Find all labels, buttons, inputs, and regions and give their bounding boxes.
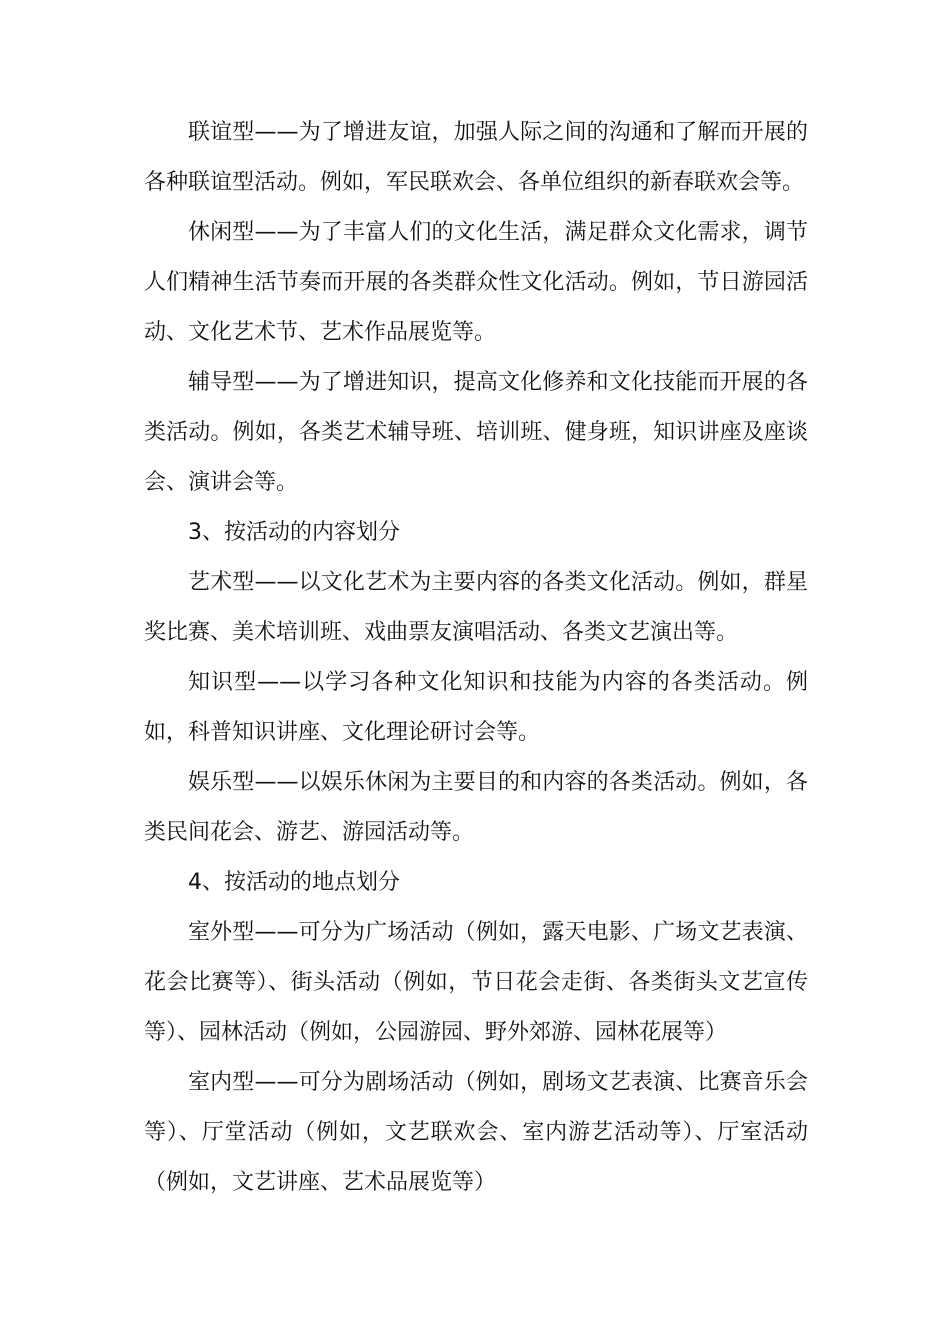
paragraph-shinei: 室内型——可分为剧场活动（例如，剧场文艺表演、比赛音乐会等）、厅堂活动（例如，文艺联欢会、室内游艺活动等）、厅室活动（例如，文艺讲座、艺术品展览等） [144, 1070, 808, 1195]
paragraph-yishu: 艺术型——以文化艺术为主要内容的各类文化活动。例如，群星奖比赛、美术培训班、戏曲票友演唱活动、各类文艺演出等。 [144, 570, 808, 645]
paragraph-zhishi: 知识型——以学习各种文化知识和技能为内容的各类活动。例如，科普知识讲座、文化理论研讨会等。 [144, 670, 808, 745]
paragraph-xiuxian: 休闲型——为了丰富人们的文化生活，满足群众文化需求，调节人们精神生活节奏而开展的各类群众性文化活动。例如，节日游园活动、文化艺术节、艺术作品展览等。 [144, 220, 808, 345]
section-heading-location: 4、按活动的地点划分 [188, 870, 400, 895]
paragraph-yule: 娱乐型——以娱乐休闲为主要目的和内容的各类活动。例如，各类民间花会、游艺、游园活动等。 [144, 770, 808, 845]
section-heading-content: 3、按活动的内容划分 [188, 520, 400, 545]
paragraph-shiwai: 室外型——可分为广场活动（例如，露天电影、广场文艺表演、花会比赛等）、街头活动（例如，节日花会走街、各类街头文艺宣传等）、园林活动（例如，公园游园、野外郊游、园林花展等） [144, 920, 808, 1045]
paragraph-lianyi: 联谊型——为了增进友谊，加强人际之间的沟通和了解而开展的各种联谊型活动。例如，军民联欢会、各单位组织的新春联欢会等。 [144, 120, 808, 195]
paragraph-fudao: 辅导型——为了增进知识，提高文化修养和文化技能而开展的各类活动。例如，各类艺术辅导班、培训班、健身班，知识讲座及座谈会、演讲会等。 [144, 370, 808, 495]
document-body [144, 108, 808, 1208]
